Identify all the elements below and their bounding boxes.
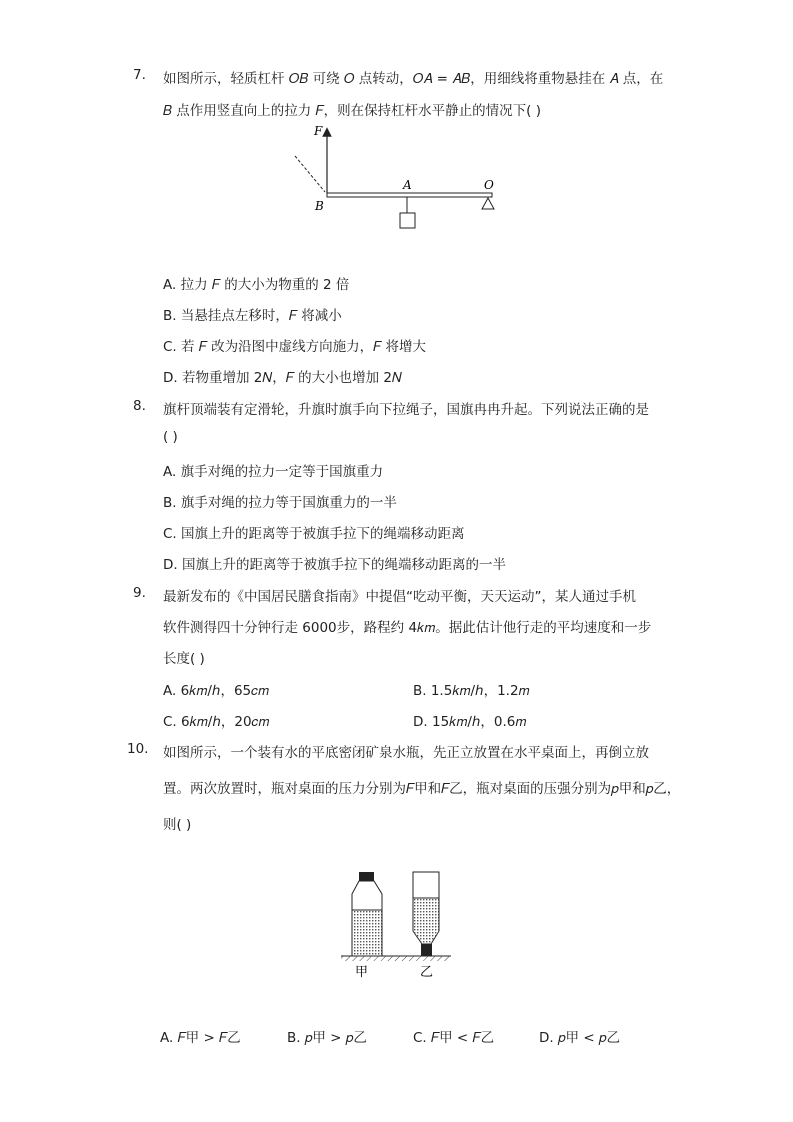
label-f: F: [314, 124, 323, 138]
table-hatching: [341, 956, 451, 961]
inverted-bottle: [413, 872, 439, 956]
upright-bottle: [352, 872, 382, 956]
question-10-number: 10.: [127, 741, 149, 757]
question-9-stem-line-1: 最新发布的《中国居民膳食指南》中提倡“吃动平衡，天天运动”，某人通过手机: [163, 589, 636, 605]
label-yi: 乙: [420, 965, 434, 980]
question-8-number: 8.: [133, 398, 146, 414]
label-b: B: [315, 199, 324, 213]
pivot-triangle: [482, 198, 494, 209]
question-10-stem-line-1: 如图所示，一个装有水的平底密闭矿泉水瓶，先正立放置在水平桌面上，再倒立放: [163, 745, 649, 761]
question-8-option-a: A. 旗手对绳的拉力一定等于国旗重力: [163, 464, 384, 480]
question-7-stem-line-2: 𝐵 点作用竖直向上的拉力 𝐹，则在保持杠杆水平静止的情况下( ): [163, 103, 541, 119]
label-a: A: [403, 178, 412, 192]
question-9-stem-line-3: 长度( ): [163, 651, 205, 667]
lever-bar: [327, 193, 492, 197]
question-7-stem-line-1: 如图所示，轻质杠杆 𝑂𝐵 可绕 𝑂 点转动，𝑂𝐴 = 𝐴𝐵，用细线将重物悬挂在 𝐴 点，在: [163, 71, 664, 87]
label-jia: 甲: [355, 965, 369, 980]
question-7-option-c: C. 若 𝐹 改为沿图中虚线方向施力，𝐹 将增大: [163, 339, 427, 355]
question-7-option-a: A. 拉力 𝐹 的大小为物重的 2 倍: [163, 277, 350, 293]
question-9-stem-line-2: 软件测得四十分钟行走 6000步，路程约 4𝑘𝑚。据此估计他行走的平均速度和一步: [163, 620, 652, 636]
question-9-number: 9.: [133, 585, 146, 601]
question-10-option-c: C. 𝐹甲 < 𝐹乙: [413, 1030, 495, 1046]
question-10-option-d: D. 𝑝甲 < 𝑝乙: [539, 1030, 620, 1046]
question-7-option-d: D. 若物重增加 2𝑁，𝐹 的大小也增加 2𝑁: [163, 370, 402, 386]
question-9-option-d: D. 15𝑘𝑚/ℎ，0.6𝑚: [413, 714, 527, 730]
question-10-option-b: B. 𝑝甲 > 𝑝乙: [287, 1030, 367, 1046]
question-9-option-c: C. 6𝑘𝑚/ℎ，20𝑐𝑚: [163, 714, 270, 730]
question-8-option-d: D. 国旗上升的距离等于被旗手拉下的绳端移动距离的一半: [163, 557, 506, 573]
question-10-stem-line-3: 则( ): [163, 817, 192, 833]
dashed-force-line: [295, 156, 325, 192]
question-10-stem-line-2: 置。两次放置时，瓶对桌面的压力分别为𝐹甲和𝐹乙，瓶对桌面的压强分别为𝑝甲和𝑝乙，: [163, 781, 681, 797]
question-7-number: 7.: [133, 67, 146, 83]
question-7-option-b: B. 当悬挂点左移时，𝐹 将减小: [163, 308, 342, 324]
question-8-stem-line-2: ( ): [163, 429, 178, 445]
label-o: O: [484, 178, 494, 192]
question-9-option-a: A. 6𝑘𝑚/ℎ，65𝑐𝑚: [163, 683, 269, 699]
question-9-option-b: B. 1.5𝑘𝑚/ℎ，1.2𝑚: [413, 683, 530, 699]
lever-diagram: [285, 118, 505, 234]
question-8-stem-line-1: 旗杆顶端装有定滑轮，升旗时旗手向下拉绳子，国旗冉冉升起。下列说法正确的是: [163, 402, 649, 418]
weight-block: [400, 213, 415, 228]
question-8-option-c: C. 国旗上升的距离等于被旗手拉下的绳端移动距离: [163, 526, 465, 542]
question-8-option-b: B. 旗手对绳的拉力等于国旗重力的一半: [163, 495, 397, 511]
question-10-option-a: A. 𝐹甲 > 𝐹乙: [160, 1030, 241, 1046]
bottle-diagram: [333, 860, 463, 984]
